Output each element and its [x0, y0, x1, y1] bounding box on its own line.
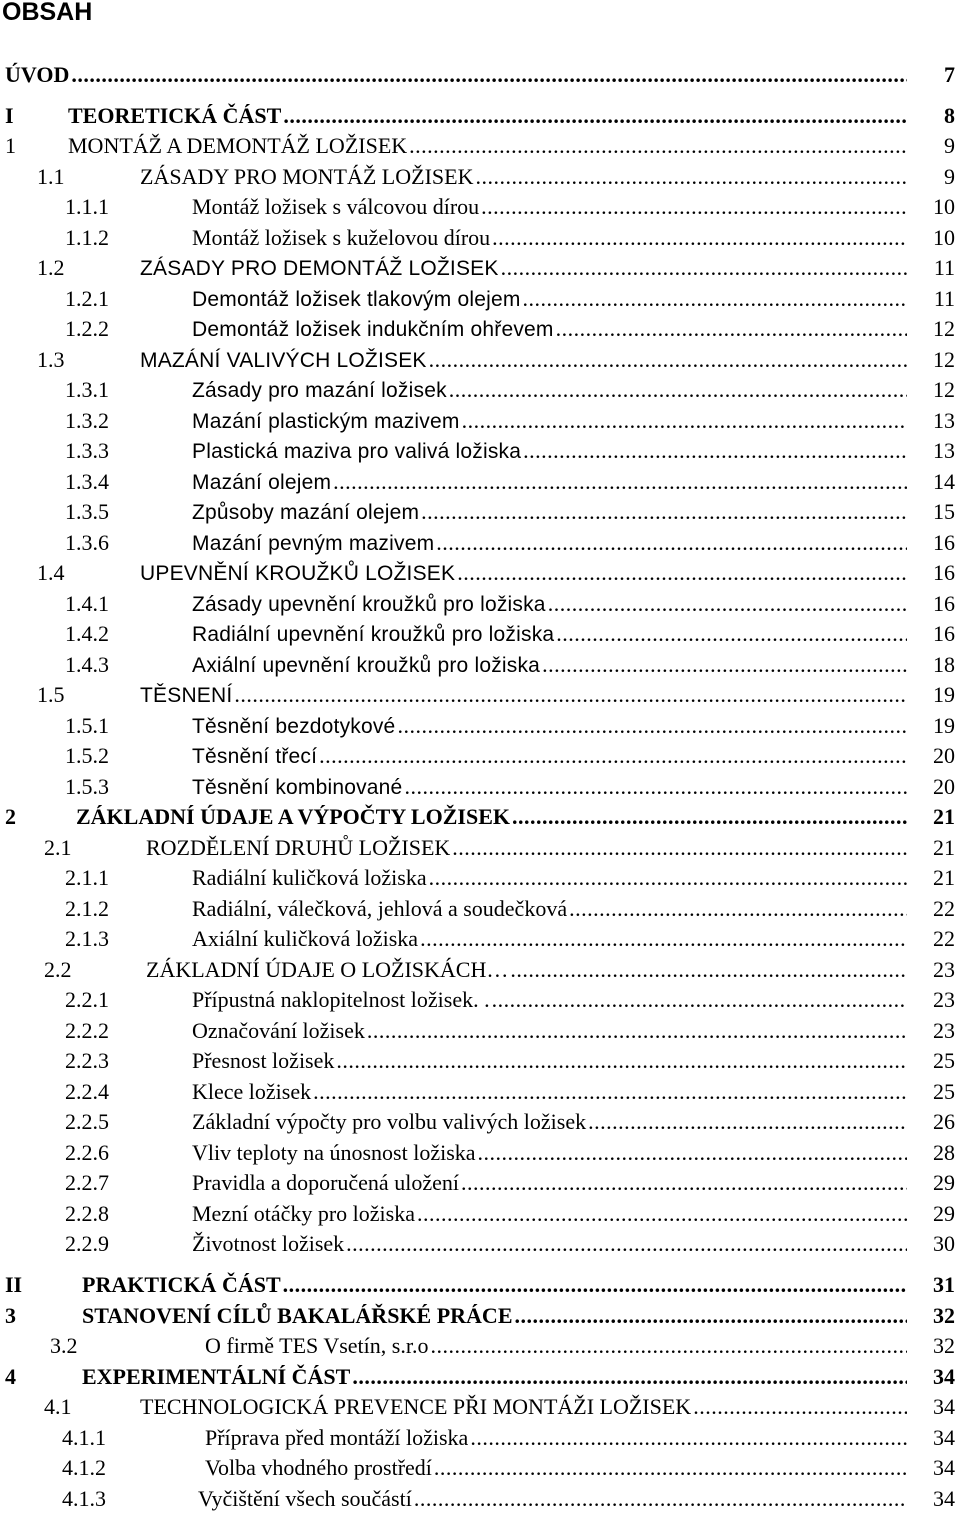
toc-entry-number: 1.3.4 [65, 469, 109, 494]
toc-dot-leader [510, 802, 907, 832]
toc-dot-leader [350, 1362, 907, 1392]
toc-page-number: 8 [944, 103, 955, 128]
toc-entry-number: 3.2 [50, 1333, 78, 1358]
toc-entry-title: EXPERIMENTÁLNÍ ČÁST [82, 1364, 351, 1389]
toc-entry-title: Volba vhodného prostředí [205, 1455, 432, 1480]
toc-entry-title: Montáž ložisek s kuželovou dírou [192, 225, 491, 250]
toc-entry-title: Demontáž ložisek indukčním ohřevem [192, 318, 554, 341]
toc-dot-leader [546, 589, 907, 619]
toc-entry[interactable] [0, 192, 960, 222]
toc-entry-title: Mazání plastickým mazivem [192, 410, 460, 433]
toc-page-number: 23 [933, 1018, 955, 1043]
toc-page-number: 9 [944, 164, 955, 189]
toc-dot-leader [508, 955, 907, 985]
toc-entry[interactable] [0, 162, 960, 192]
toc-entry-number: 2.1.3 [65, 926, 109, 951]
toc-entry-title: Axiální upevnění kroužků pro ložiska [192, 654, 541, 677]
toc-dot-leader [281, 101, 907, 131]
toc-entry-number: 1.4.3 [65, 652, 109, 677]
toc-dot-leader [415, 1199, 907, 1229]
toc-entry-title: Přípustná naklopitelnost ložisek. . [192, 987, 490, 1012]
toc-dot-leader [428, 1331, 907, 1361]
toc-entry-number: 1.5 [37, 682, 65, 707]
toc-entry-title: Přesnost ložisek [192, 1048, 335, 1073]
page-title: OBSAH [2, 0, 93, 26]
toc-page-number: 22 [933, 926, 955, 951]
toc-page-number: 13 [933, 408, 955, 433]
toc-dot-leader [365, 1016, 907, 1046]
toc-page-number: 19 [933, 713, 955, 738]
toc-dot-leader [459, 1168, 907, 1198]
toc-entry-title: ROZDĚLENÍ DRUHŮ LOŽISEK [146, 835, 451, 860]
toc-page-number: 21 [933, 804, 955, 829]
toc-entry-number: 1.3.1 [65, 377, 109, 402]
toc-page-number: 25 [933, 1048, 955, 1073]
toc-page-number: 21 [933, 865, 955, 890]
toc-dot-leader [69, 60, 907, 90]
toc-entry[interactable] [0, 497, 960, 527]
toc-entry-number: 2.2.5 [65, 1109, 109, 1134]
toc-dot-leader [490, 223, 907, 253]
toc-dot-leader [427, 863, 907, 893]
toc-dot-leader [232, 680, 907, 710]
toc-entry-title: Zásady upevnění kroužků pro ložiska [192, 593, 546, 616]
toc-entry-title: Demontáž ložisek tlakovým olejem [192, 288, 521, 311]
toc-entry-number: 1.5.1 [65, 713, 109, 738]
toc-entry-number: 2.2.6 [65, 1140, 109, 1165]
toc-dot-leader [473, 162, 907, 192]
toc-entry-number: 1.1.1 [65, 194, 109, 219]
toc-page-number: 12 [933, 316, 955, 341]
toc-entry-number: 1.2 [37, 255, 65, 280]
toc-dot-leader [395, 711, 907, 741]
toc-entry-title: ZÁKLADNÍ ÚDAJE O LOŽISKÁCH… [146, 957, 509, 982]
toc-entry-title: Klece ložisek [192, 1079, 312, 1104]
toc-dot-leader [586, 1107, 907, 1137]
toc-entry-number: 2.2 [44, 957, 72, 982]
toc-entry[interactable] [0, 1107, 960, 1137]
toc-entry-title: MONTÁŽ A DEMONTÁŽ LOŽISEK [68, 133, 408, 158]
toc-entry[interactable] [0, 1362, 960, 1392]
toc-dot-leader [513, 1301, 908, 1331]
toc-page-number: 21 [933, 835, 955, 860]
toc-entry[interactable] [0, 528, 960, 558]
toc-entry[interactable] [0, 60, 960, 90]
toc-entry[interactable] [0, 1168, 960, 1198]
toc-dot-leader [554, 619, 907, 649]
toc-entry-title: MAZÁNÍ VALIVÝCH LOŽISEK [140, 349, 427, 372]
toc-entry-number: 2.1.2 [65, 896, 109, 921]
toc-dot-leader [521, 284, 907, 314]
toc-entry[interactable] [0, 863, 960, 893]
toc-entry-number: 1.5.2 [65, 743, 109, 768]
toc-entry[interactable] [0, 955, 960, 985]
toc-entry[interactable] [0, 680, 960, 710]
toc-page-number: 15 [933, 499, 955, 524]
toc-entry[interactable] [0, 1392, 960, 1422]
toc-page-number: 23 [933, 957, 955, 982]
toc-dot-leader [432, 1453, 907, 1483]
toc-entry-title: Montáž ložisek s válcovou dírou [192, 194, 480, 219]
toc-entry-title: TECHNOLOGICKÁ PREVENCE PŘI MONTÁŽI LOŽISEK [140, 1394, 692, 1419]
toc-entry-title: Těsnění kombinované [192, 776, 403, 799]
toc-dot-leader [468, 1423, 907, 1453]
toc-entry-number: 4.1.3 [62, 1486, 106, 1511]
toc-entry-title: Radiální, válečková, jehlová a soudečková [192, 896, 568, 921]
toc-entry[interactable] [0, 253, 960, 283]
toc-entry-title: ZÁKLADNÍ ÚDAJE A VÝPOČTY LOŽISEK [76, 804, 510, 829]
toc-dot-leader [447, 375, 907, 405]
toc-entry-title: Pravidla a doporučená uložení [192, 1170, 459, 1195]
toc-entry[interactable] [0, 1046, 960, 1076]
toc-entry[interactable] [0, 741, 960, 771]
toc-entry-number: 1.4.1 [65, 591, 109, 616]
toc-entry-number: 1.5.3 [65, 774, 109, 799]
toc-entry-number: 2.1 [44, 835, 72, 860]
toc-entry[interactable] [0, 1077, 960, 1107]
toc-entry[interactable] [0, 314, 960, 344]
toc-page-number: 7 [944, 62, 955, 87]
toc-entry-number: I [5, 103, 14, 128]
toc-entry-number: 4 [5, 1364, 16, 1389]
toc-entry-title: Mazání pevným mazivem [192, 532, 435, 555]
toc-entry-title: TEORETICKÁ ČÁST [68, 103, 282, 128]
toc-dot-leader [407, 131, 907, 161]
toc-entry-number: 4.1.2 [62, 1455, 106, 1480]
toc-entry[interactable] [0, 924, 960, 954]
toc-entry-number: 2.2.9 [65, 1231, 109, 1256]
toc-entry-title: ZÁSADY PRO MONTÁŽ LOŽISEK [140, 164, 474, 189]
toc-entry-number: 1.3.5 [65, 499, 109, 524]
toc-entry-number: 2.2.2 [65, 1018, 109, 1043]
toc-entry-number: 4.1.1 [62, 1425, 106, 1450]
toc-dot-leader [434, 528, 907, 558]
toc-entry[interactable] [0, 833, 960, 863]
toc-entry[interactable] [0, 1301, 960, 1331]
toc-dot-leader [402, 772, 907, 802]
toc-dot-leader [418, 924, 907, 954]
toc-entry[interactable] [0, 1138, 960, 1168]
toc-entry-title: Plastická maziva pro valivá ložiska [192, 440, 522, 463]
toc-entry-number: 1.2.2 [65, 316, 109, 341]
toc-page-number: 18 [933, 652, 955, 677]
toc-entry-number: 1.3.3 [65, 438, 109, 463]
toc-entry-title: Způsoby mazání olejem [192, 501, 420, 524]
toc-entry[interactable] [0, 1199, 960, 1229]
toc-entry-title: ZÁSADY PRO DEMONTÁŽ LOŽISEK [140, 257, 499, 280]
toc-entry-number: 2.2.1 [65, 987, 109, 1012]
toc-page-number: 12 [933, 347, 955, 372]
toc-entry-number: 2 [5, 804, 16, 829]
toc-entry-title: Označování ložisek [192, 1018, 365, 1043]
toc-entry-number: 1.2.1 [65, 286, 109, 311]
toc-page-number: 26 [933, 1109, 955, 1134]
toc-dot-leader [317, 741, 907, 771]
toc-entry-title: Radiální upevnění kroužků pro ložiska [192, 623, 555, 646]
toc-entry-title: TĚSNENÍ [140, 684, 233, 707]
toc-page-number: 16 [933, 560, 955, 585]
toc-dot-leader [331, 467, 907, 497]
toc-page-number: 22 [933, 896, 955, 921]
toc-dot-leader [476, 1138, 907, 1168]
toc-entry[interactable] [0, 1270, 960, 1300]
toc-entry-title: Vyčištění všech součástí [198, 1486, 412, 1511]
toc-entry-number: 1.4 [37, 560, 65, 585]
toc-entry-title: PRAKTICKÁ ČÁST [82, 1272, 281, 1297]
toc-entry-title: Axiální kuličková ložiska [192, 926, 419, 951]
toc-entry-title: Mezní otáčky pro ložiska [192, 1201, 415, 1226]
toc-entry[interactable] [0, 1331, 960, 1361]
toc-dot-leader [691, 1392, 907, 1422]
toc-entry[interactable] [0, 894, 960, 924]
toc-entry[interactable] [0, 1016, 960, 1046]
toc-entry-number: 1.3.6 [65, 530, 109, 555]
toc-entry-number: 1 [5, 133, 16, 158]
toc-entry-title: STANOVENÍ CÍLŮ BAKALÁŘSKÉ PRÁCE [82, 1303, 513, 1328]
toc-page-number: 16 [933, 621, 955, 646]
toc-page-number: 9 [944, 133, 955, 158]
toc-entry-title: UPEVNĚNÍ KROUŽKŮ LOŽISEK [140, 562, 456, 585]
toc-entry[interactable] [0, 345, 960, 375]
toc-page-number: 32 [933, 1333, 955, 1358]
toc-entry-title: Radiální kuličková ložiska [192, 865, 427, 890]
toc-entry[interactable] [0, 650, 960, 680]
toc-dot-leader [450, 833, 907, 863]
toc-entry-number: 1.3.2 [65, 408, 109, 433]
toc-dot-leader [334, 1046, 907, 1076]
toc-dot-leader [521, 436, 907, 466]
toc-entry-number: 1.3 [37, 347, 65, 372]
toc-entry[interactable] [0, 467, 960, 497]
toc-page-number: 11 [933, 255, 955, 280]
toc-page-number: 34 [933, 1455, 955, 1480]
toc-dot-leader [540, 650, 907, 680]
toc-page-number: 34 [933, 1425, 955, 1450]
toc-dot-leader [567, 894, 907, 924]
toc-dot-leader [490, 985, 907, 1015]
toc-entry-title: Mazání olejem [192, 471, 332, 494]
toc-entry-number: 2.2.8 [65, 1201, 109, 1226]
toc-entry-title: Vliv teploty na únosnost ložiska [192, 1140, 476, 1165]
toc-entry[interactable] [0, 802, 960, 832]
toc-page-number: 11 [933, 286, 955, 311]
toc-page-number: 34 [933, 1394, 955, 1419]
toc-dot-leader [455, 558, 907, 588]
toc-dot-leader [344, 1229, 907, 1259]
toc-page-number: 20 [933, 743, 955, 768]
toc-entry[interactable] [0, 985, 960, 1015]
toc-entry-title: Zásady pro mazání ložisek [192, 379, 447, 402]
toc-entry-number: 2.1.1 [65, 865, 109, 890]
toc-page-number: 19 [933, 682, 955, 707]
toc-dot-leader [311, 1077, 907, 1107]
toc-dot-leader [419, 497, 907, 527]
toc-dot-leader [281, 1270, 907, 1300]
toc-entry[interactable] [0, 223, 960, 253]
toc-page-number: 25 [933, 1079, 955, 1104]
toc-dot-leader [460, 406, 907, 436]
toc-page-number: 28 [933, 1140, 955, 1165]
toc-dot-leader [499, 253, 907, 283]
toc-page-number: 10 [933, 225, 955, 250]
toc-entry[interactable] [0, 284, 960, 314]
toc-entry[interactable] [0, 711, 960, 741]
toc-entry[interactable] [0, 589, 960, 619]
toc-page-number: 23 [933, 987, 955, 1012]
toc-entry[interactable] [0, 436, 960, 466]
toc-page-number: 31 [933, 1272, 955, 1297]
toc-entry[interactable] [0, 1453, 960, 1483]
toc-page-number: 34 [933, 1486, 955, 1511]
toc-entry[interactable] [0, 131, 960, 161]
toc-entry-number: 2.2.7 [65, 1170, 109, 1195]
toc-entry[interactable] [0, 772, 960, 802]
toc-dot-leader [427, 345, 907, 375]
toc-page-number: 16 [933, 530, 955, 555]
toc-page-number: 13 [933, 438, 955, 463]
toc-page-number: 14 [933, 469, 955, 494]
toc-entry-title: Životnost ložisek [192, 1231, 345, 1256]
toc-page-number: 29 [933, 1201, 955, 1226]
toc-entry-number: 2.2.4 [65, 1079, 109, 1104]
toc-entry-label: ÚVOD [5, 62, 70, 87]
toc-entry[interactable] [0, 1229, 960, 1259]
toc-entry-title: Příprava před montáží ložiska [205, 1425, 469, 1450]
toc-dot-leader [554, 314, 907, 344]
toc-dot-leader [412, 1484, 907, 1514]
toc-entry[interactable] [0, 1423, 960, 1453]
toc-entry-number: 1.4.2 [65, 621, 109, 646]
toc-page-number: 34 [933, 1364, 955, 1389]
toc-entry[interactable] [0, 619, 960, 649]
toc-entry-number: II [5, 1272, 23, 1297]
toc-entry[interactable] [0, 101, 960, 131]
toc-page-number: 10 [933, 194, 955, 219]
toc-entry-number: 2.2.3 [65, 1048, 109, 1073]
toc-entry[interactable] [0, 1484, 960, 1514]
toc-entry[interactable] [0, 558, 960, 588]
toc-dot-leader [479, 192, 907, 222]
toc-page-number: 20 [933, 774, 955, 799]
toc-entry[interactable] [0, 406, 960, 436]
toc-page-number: 12 [933, 377, 955, 402]
toc-page-number: 30 [933, 1231, 955, 1256]
toc-entry[interactable] [0, 375, 960, 405]
toc-page-number: 16 [933, 591, 955, 616]
toc-page-number: 29 [933, 1170, 955, 1195]
toc-entry-title: Těsnění třecí [192, 745, 318, 768]
toc-entry-number: 1.1.2 [65, 225, 109, 250]
toc-entry-title: Těsnění bezdotykové [192, 715, 396, 738]
toc-entry-number: 1.1 [37, 164, 65, 189]
toc-page-number: 32 [933, 1303, 955, 1328]
toc-entry-number: 4.1 [44, 1394, 72, 1419]
toc-entry-title: Základní výpočty pro volbu valivých ložisek [192, 1109, 587, 1134]
toc-entry-title: O firmě TES Vsetín, s.r.o [205, 1333, 429, 1358]
toc-entry-number: 3 [5, 1303, 16, 1328]
